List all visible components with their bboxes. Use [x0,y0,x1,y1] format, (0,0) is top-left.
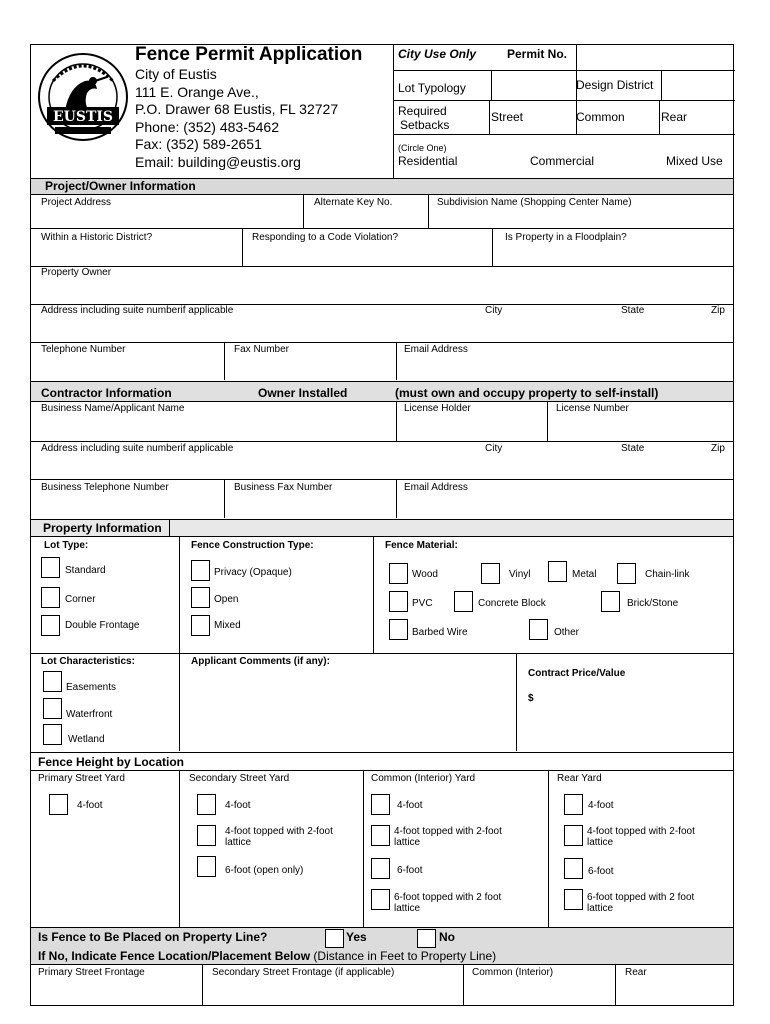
material-barbed-wire-label: Barbed Wire [412,627,468,638]
mixed-use-option[interactable]: Mixed Use [666,154,723,168]
email-address: Email: building@eustis.org [135,153,301,170]
owner-city-label: City [485,305,503,316]
primary-4ft-label: 4-foot [77,800,103,811]
construction-open-label: Open [214,594,239,605]
construction-mixed-label: Mixed [214,620,241,631]
code-violation-field[interactable] [244,245,489,265]
property-line-question: Is Fence to Be Placed on Property Line? [38,930,268,944]
rear-placement-label: Rear [625,967,647,978]
common-4ft-lattice-checkbox[interactable] [371,825,390,846]
material-chain-link-checkbox[interactable] [617,563,636,584]
material-barbed-wire-checkbox[interactable] [389,619,408,640]
placement-section [31,927,733,965]
material-vinyl-label: Vinyl [509,569,531,580]
business-phone-field[interactable] [31,495,221,517]
contractor-zip-label: Zip [711,443,725,454]
lot-characteristics-heading: Lot Characteristics: [41,656,135,667]
common-interior-label: Common (Interior) [472,967,554,978]
contract-price-field[interactable] [538,690,728,708]
common-setback-label: Common [576,110,625,124]
wetland-label: Wetland [68,734,105,745]
license-holder-label: License Holder [404,403,471,414]
alternate-key-field[interactable] [305,209,425,227]
alternate-key-label: Alternate Key No. [314,197,393,208]
contractor-state-label: State [621,443,645,454]
telephone-field[interactable] [31,357,221,379]
material-concrete-block-checkbox[interactable] [454,591,473,612]
permit-no-label: Permit No. [507,47,568,61]
contractor-email-field[interactable] [398,495,731,517]
business-fax-field[interactable] [226,495,394,517]
common-6ft-lattice-checkbox[interactable] [371,889,390,910]
lot-type-double-frontage-label: Double Frontage [65,620,140,631]
common-4ft-checkbox[interactable] [371,794,390,815]
material-other-label: Other [554,627,580,638]
project-owner-section-header [31,178,733,195]
material-pvc-label: PVC [412,598,433,609]
wetland-checkbox[interactable] [43,724,62,745]
project-address-field[interactable] [31,209,301,227]
po-address: P.O. Drawer 68 Eustis, FL 32727 [135,101,339,117]
construction-mixed-checkbox[interactable] [191,615,210,636]
code-violation-label: Responding to a Code Violation? [252,232,399,243]
property-section-header [31,519,733,537]
fax-field[interactable] [226,357,394,379]
construction-type-heading: Fence Construction Type: [191,540,314,551]
material-other-checkbox[interactable] [529,619,548,640]
common-yard-label: Common (Interior) Yard [371,773,476,784]
fence-height-section-header [31,752,733,771]
street-address: 111 E. Orange Ave., [135,83,259,100]
common-6ft-lattice-label: 6-foot topped with 2 foot lattice [394,892,502,914]
easements-label: Easements [66,682,117,693]
circle-one-note: (Circle One) [398,143,447,153]
secondary-4ft-checkbox[interactable] [197,794,216,815]
subdivision-field[interactable] [431,209,731,227]
telephone-label: Telephone Number [41,344,126,355]
property-owner-field[interactable] [31,281,733,303]
construction-open-checkbox[interactable] [191,587,210,608]
fax-number: Fax: (352) 589-2651 [135,136,262,152]
business-fax-label: Business Fax Number [234,482,333,493]
rear-yard-label: Rear Yard [557,773,602,784]
eustis-logo [35,51,131,143]
logo-name: EUSTIS [52,109,114,125]
secondary-4ft-label: 4-foot [225,800,251,811]
owner-installed-label[interactable]: Owner Installed [258,386,348,400]
form-title: Fence Permit Application [135,44,363,65]
rear-4ft-label: 4-foot [588,800,614,811]
contractor-city-label: City [485,443,503,454]
floodplain-field[interactable] [494,245,731,265]
setbacks-label: Setbacks [400,118,450,132]
primary-yard-label: Primary Street Yard [38,773,125,784]
common-interior-field[interactable] [465,980,613,1005]
required-label: Required [398,104,447,118]
contractor-address-label: Address including suite numberif applicable [41,443,234,454]
project-address-label: Project Address [41,197,112,208]
material-wood-label: Wood [412,569,438,580]
rear-4ft-lattice-label: 4-foot topped with 2-foot lattice [587,826,695,848]
property-line-no-checkbox[interactable] [417,929,436,948]
owner-state-label: State [621,305,645,316]
common-4ft-lattice-label: 4-foot topped with 2-foot lattice [394,826,502,848]
floodplain-label: Is Property in a Floodplain? [505,232,627,243]
property-line-no-label: No [439,930,455,944]
eustis-seal-icon [35,51,131,143]
lot-typology-label: Lot Typology [398,81,466,95]
city-use-only-label: City Use Only [398,47,477,61]
waterfront-label: Waterfront [66,709,113,720]
owner-zip-label: Zip [711,305,725,316]
license-number-field[interactable] [549,417,731,439]
property-section-title: Property Information [43,521,162,535]
license-holder-field[interactable] [398,417,544,439]
material-chain-link-label: Chain-link [645,569,690,580]
fence-height-section-title: Fence Height by Location [38,755,185,769]
commercial-option[interactable]: Commercial [530,154,595,168]
street-setback-label: Street [491,110,524,124]
material-metal-label: Metal [572,569,597,580]
material-concrete-block-label: Concrete Block [478,598,546,609]
rear-6ft-lattice-label: 6-foot topped with 2 foot lattice [587,892,695,914]
secondary-frontage-field[interactable] [204,980,460,1005]
property-owner-label: Property Owner [41,267,112,278]
rear-4ft-lattice-checkbox[interactable] [564,825,583,846]
must-own-note: (must own and occupy property to self-install) [395,386,659,400]
lot-type-heading: Lot Type: [44,540,89,551]
applicant-comments-field[interactable] [181,670,514,750]
applicant-comments-label: Applicant Comments (if any): [191,656,330,667]
contractor-address-field[interactable] [31,457,733,479]
business-phone-label: Business Telephone Number [41,482,169,493]
lot-type-standard-checkbox[interactable] [41,557,60,578]
residential-option[interactable]: Residential [398,154,458,168]
contractor-section-title: Contractor Information [41,386,172,400]
fax-label: Fax Number [234,344,290,355]
material-pvc-checkbox[interactable] [389,591,408,612]
secondary-4ft-lattice-label: 4-foot topped with 2-foot lattice [225,826,333,848]
waterfront-checkbox[interactable] [43,698,62,719]
material-vinyl-checkbox[interactable] [481,563,500,584]
phone-number: Phone: (352) 483-5462 [135,118,279,135]
lot-type-corner-label: Corner [65,594,96,605]
city-address-block [135,66,338,171]
city-name: City of Eustis [135,66,217,82]
dollar-sign: $ [528,693,534,704]
contractor-section-header [31,381,733,402]
historic-district-label: Within a Historic District? [41,232,153,243]
owner-address-label: Address including suite numberif applicable [41,305,234,316]
design-district-label: Design District [576,78,654,92]
primary-frontage-field[interactable] [31,980,199,1005]
primary-frontage-label: Primary Street Frontage [38,967,145,978]
material-wood-checkbox[interactable] [389,563,408,584]
historic-district-field[interactable] [31,245,239,265]
contract-price-label: Contract Price/Value [528,668,626,679]
rear-placement-field[interactable] [617,980,731,1005]
secondary-6ft-open-checkbox[interactable] [197,856,216,877]
contractor-email-label: Email Address [404,482,468,493]
lot-type-standard-label: Standard [65,565,106,576]
common-6ft-label: 6-foot [397,865,423,876]
primary-4ft-checkbox[interactable] [49,794,68,815]
business-name-field[interactable] [31,417,393,439]
secondary-frontage-label: Secondary Street Frontage (if applicable) [212,967,395,978]
email-field[interactable] [398,357,731,379]
owner-address-field[interactable] [31,319,733,341]
fence-permit-form [30,44,734,1006]
rear-setback-label: Rear [661,110,688,124]
easements-checkbox[interactable] [43,671,62,692]
rear-4ft-checkbox[interactable] [564,794,583,815]
construction-privacy-checkbox[interactable] [191,560,210,581]
lot-type-corner-checkbox[interactable] [41,587,60,608]
material-heading: Fence Material: [385,540,458,551]
email-label: Email Address [404,344,468,355]
secondary-6ft-open-label: 6-foot (open only) [225,865,304,876]
business-name-label: Business Name/Applicant Name [41,403,185,414]
property-line-yes-checkbox[interactable] [325,929,344,948]
common-6ft-checkbox[interactable] [371,858,390,879]
license-number-label: License Number [556,403,629,414]
lot-type-double-frontage-checkbox[interactable] [41,615,60,636]
common-4ft-label: 4-foot [397,800,423,811]
material-metal-checkbox[interactable] [548,561,567,582]
placement-instructions: If No, Indicate Fence Location/Placement Below (Distance in Feet to Property Line) [38,949,497,963]
property-line-yes-label: Yes [346,930,367,944]
material-brick-stone-label: Brick/Stone [627,598,679,609]
subdivision-label: Subdivision Name (Shopping Center Name) [437,197,632,208]
secondary-4ft-lattice-checkbox[interactable] [197,825,216,846]
project-owner-section-title: Project/Owner Information [45,179,196,193]
material-brick-stone-checkbox[interactable] [601,591,620,612]
rear-6ft-checkbox[interactable] [564,858,583,879]
construction-privacy-label: Privacy (Opaque) [214,567,292,578]
rear-6ft-label: 6-foot [588,866,614,877]
rear-6ft-lattice-checkbox[interactable] [564,889,583,910]
secondary-yard-label: Secondary Street Yard [189,773,290,784]
